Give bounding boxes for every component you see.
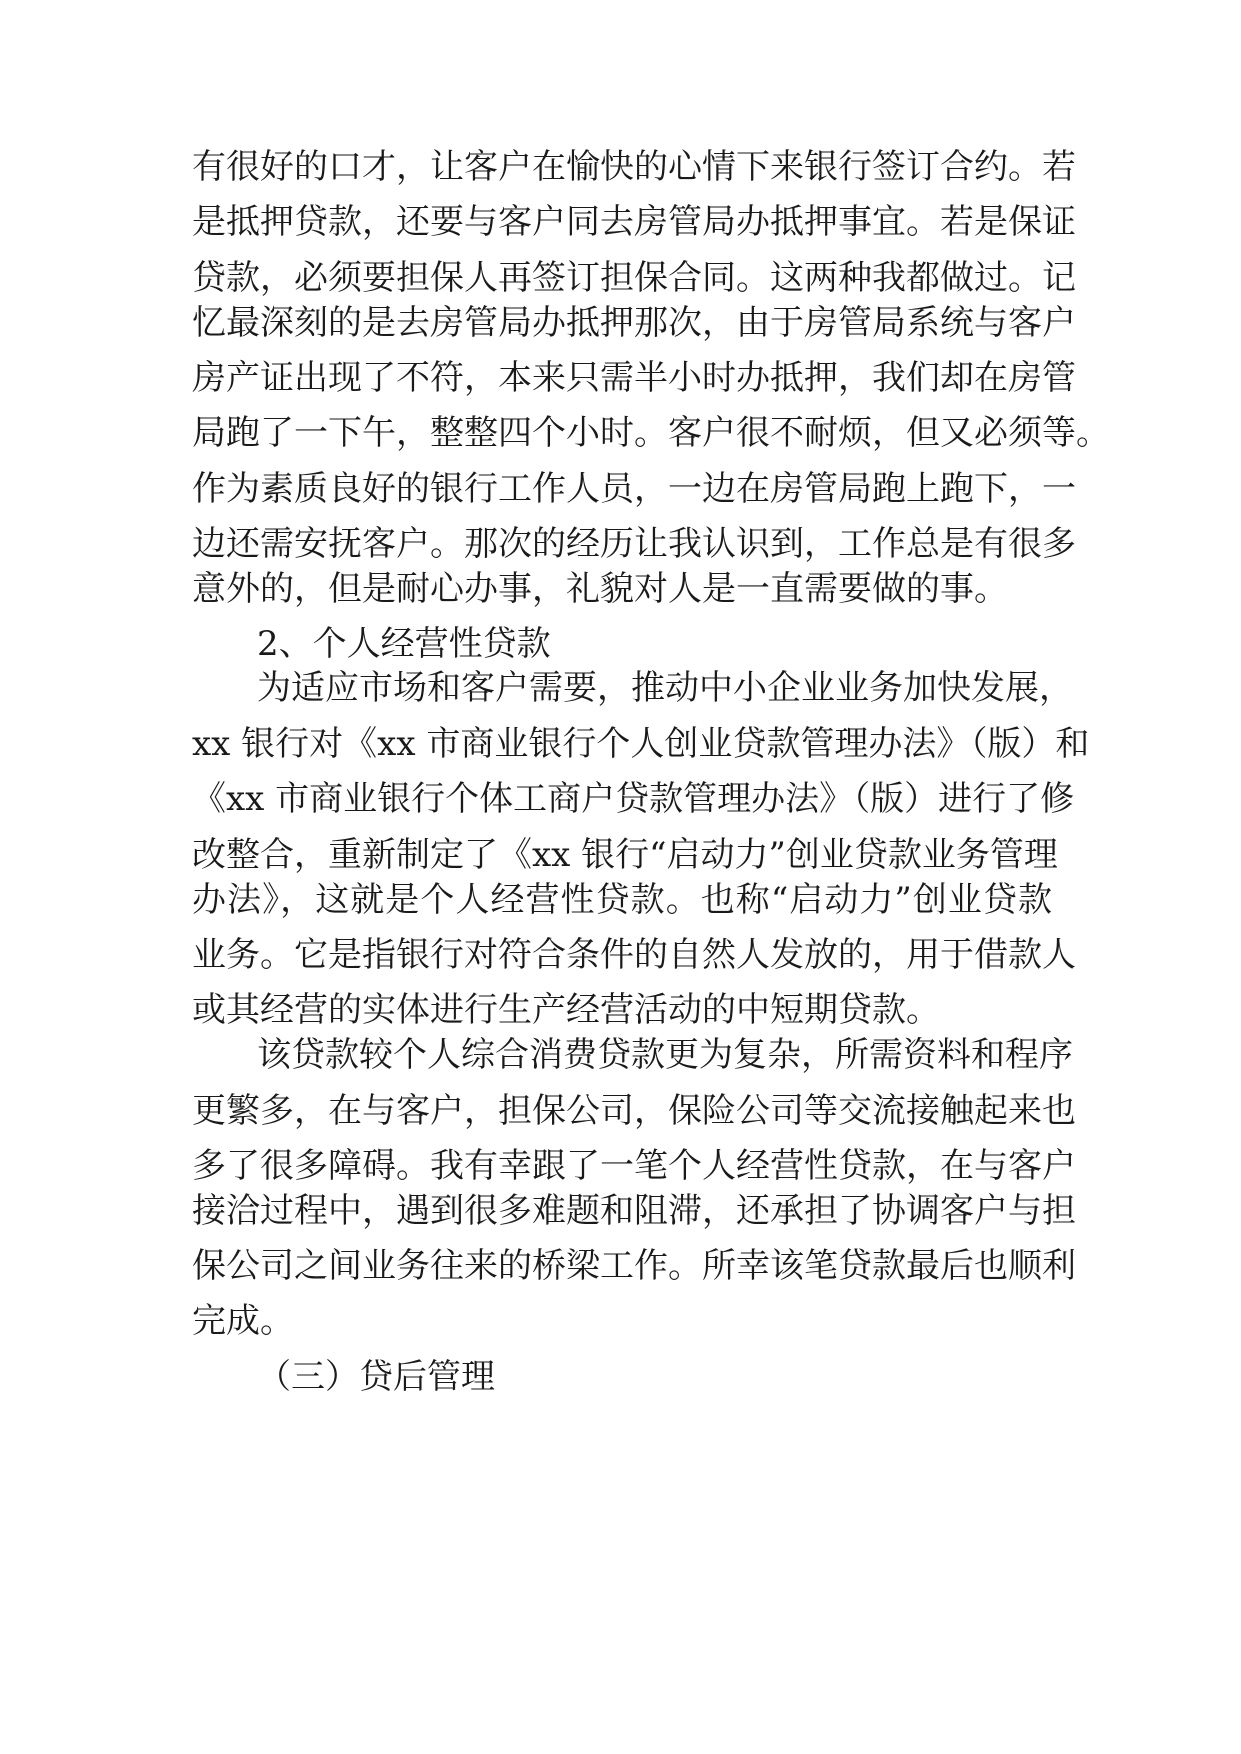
- paragraph-line: xx 银行对《xx 市商业银行个人创业贷款管理办法》（版）和: [192, 724, 1090, 764]
- paragraph-line: 接洽过程中，遇到很多难题和阻滞，还承担了协调客户与担: [192, 1191, 1076, 1231]
- paragraph-line: 边还需安抚客户。那次的经历让我认识到，工作总是有很多: [192, 524, 1076, 564]
- paragraph-line: 忆最深刻的是去房管局办抵押那次，由于房管局系统与客户: [192, 303, 1076, 343]
- paragraph-line: 改整合，重新制定了《xx 银行“启动力”创业贷款业务管理: [192, 835, 1058, 875]
- paragraph-line: 房产证出现了不符，本来只需半小时办抵押，我们却在房管: [192, 358, 1076, 398]
- paragraph-line: 或其经营的实体进行生产经营活动的中短期贷款。: [192, 990, 940, 1030]
- paragraph-line: 业务。它是指银行对符合条件的自然人发放的，用于借款人: [192, 935, 1076, 975]
- paragraph-line: 办法》，这就是个人经营性贷款。也称“启动力”创业贷款: [192, 880, 1052, 920]
- paragraph-line: 完成。: [192, 1301, 294, 1341]
- paragraph-line: 更繁多，在与客户，担保公司，保险公司等交流接触起来也: [192, 1091, 1076, 1131]
- paragraph-line: 《xx 市商业银行个体工商户贷款管理办法》（版）进行了修: [192, 779, 1075, 819]
- paragraph-line: 保公司之间业务往来的桥梁工作。所幸该笔贷款最后也顺利: [192, 1246, 1076, 1286]
- paragraph-line: 意外的，但是耐心办事，礼貌对人是一直需要做的事。: [192, 569, 1008, 609]
- paragraph-line: 贷款，必须要担保人再签订担保合同。这两种我都做过。记: [192, 258, 1076, 298]
- paragraph-line: 是抵押贷款，还要与客户同去房管局办抵押事宜。若是保证: [192, 202, 1076, 242]
- paragraph-line: 该贷款较个人综合消费贷款更为复杂，所需资料和程序: [257, 1035, 1073, 1075]
- paragraph-line: 为适应市场和客户需要，推动中小企业业务加快发展，: [257, 668, 1073, 708]
- paragraph-line: 局跑了一下午，整整四个小时。客户很不耐烦，但又必须等。: [192, 413, 1110, 453]
- paragraph-line: 多了很多障碍。我有幸跟了一笔个人经营性贷款，在与客户: [192, 1146, 1076, 1186]
- section-heading: 2、个人经营性贷款: [257, 624, 551, 664]
- paragraph-line: 作为素质良好的银行工作人员，一边在房管局跑上跑下，一: [192, 469, 1076, 509]
- section-heading: （三）贷后管理: [257, 1357, 495, 1397]
- paragraph-line: 有很好的口才，让客户在愉快的心情下来银行签订合约。若: [192, 147, 1076, 187]
